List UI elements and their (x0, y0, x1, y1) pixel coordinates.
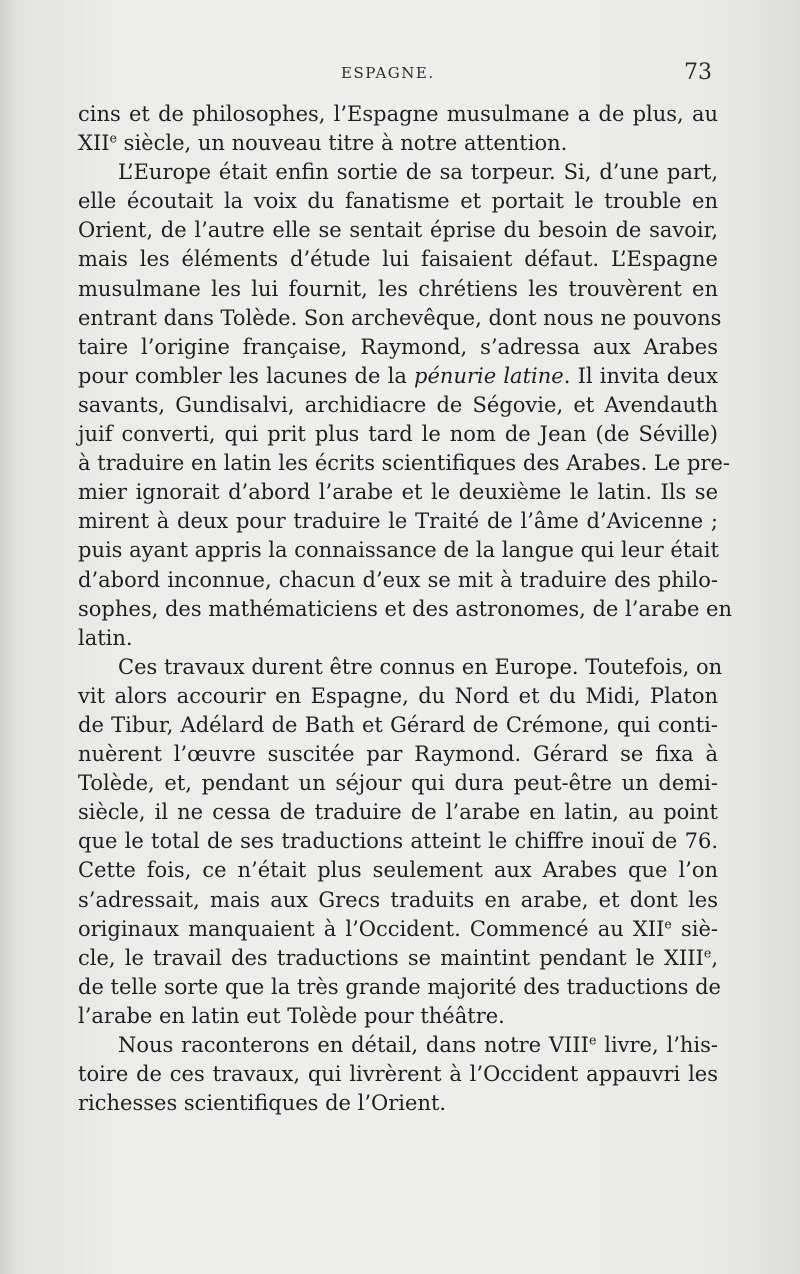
text-line-segment: s’adressait, mais aux Grecs traduits en arabe, et dont les (78, 887, 718, 912)
text-line (78, 740, 718, 769)
text-line-segment: vit alors accourir en Espagne, du Nord et du Midi, Platon (78, 683, 718, 708)
text-line (78, 129, 718, 158)
text-line-segment: mier ignorait d’abord l’arabe et le deuxième le latin. Ils se (78, 480, 718, 505)
text-line-segment: musulmane les lui fournit, les chrétiens les trouvèrent en (78, 276, 718, 301)
text-line (78, 595, 732, 624)
text-line (78, 420, 718, 449)
text-line (78, 1089, 718, 1118)
text-line-segment: siècle, un nouveau titre à notre attention. (117, 131, 568, 156)
text-line-segment: cins et de philosophes, l’Espagne musulmane a de plus, au (78, 102, 718, 126)
text-line (78, 507, 718, 536)
text-line-segment: sophes, des mathématiciens et des astronomes, de l’arabe en (78, 596, 732, 621)
text-line (78, 827, 718, 856)
text-line (78, 216, 718, 245)
superscript: e (109, 130, 117, 146)
text-line-segment: puis ayant appris la connaissance de la langue qui leur était (78, 538, 719, 563)
text-line (78, 944, 718, 973)
text-line-segment: , (711, 945, 718, 970)
text-line-segment: nuèrent l’œuvre suscitée par Raymond. Gérard se fixa à (78, 742, 718, 767)
text-line-segment: XII (78, 131, 110, 156)
text-line (78, 1060, 718, 1089)
text-line-segment: entrant dans Tolède. Son archevêque, dont nous ne pouvons (78, 305, 722, 330)
text-line-segment: Nous raconterons en détail, dans notre VIII (118, 1033, 589, 1057)
text-line (78, 973, 721, 1002)
text-line (78, 566, 718, 595)
text-line (78, 856, 718, 885)
text-line (78, 449, 730, 478)
text-line-segment: latin. (78, 625, 133, 650)
italic-phrase: pénurie latine (414, 363, 564, 388)
text-line-segment: que le total de ses traductions atteint le chiffre inouï de 76. (78, 829, 718, 854)
text-line-segment: elle écoutait la voix du fanatisme et portait le trouble en (78, 189, 718, 214)
text-line (78, 245, 718, 274)
text-line (78, 536, 718, 565)
text-line (78, 304, 722, 333)
text-line (78, 362, 718, 391)
text-line (78, 915, 718, 944)
text-line-segment: d’abord inconnue, chacun d’eux se mit à traduire des philo- (78, 567, 718, 592)
text-line-segment: de telle sorte que la très grande majorité des traductions de (78, 974, 721, 999)
text-line-segment: taire l’origine française, Raymond, s’adressa aux Arabes (78, 334, 718, 359)
text-line-segment: Orient, de l’autre elle se sentait éprise du besoin de savoir, (78, 218, 718, 243)
text-line-segment: pour combler les lacunes de la (78, 363, 415, 388)
text-line-segment: à traduire en latin les écrits scientifiques des Arabes. Le pre- (78, 451, 730, 476)
text-line-segment: savants, Gundisalvi, archidiacre de Ségovie, et Avendauth (78, 392, 718, 417)
superscript: e (664, 916, 672, 932)
text-line-segment: . Il invita deux (563, 363, 718, 388)
text-line-segment: mais les éléments d’étude lui faisaient défaut. L’Espagne (78, 247, 718, 272)
text-line (78, 624, 718, 653)
text-line (78, 798, 718, 827)
text-line-segment: mirent à deux pour traduire le Traité de l’âme d’Avicenne ; (78, 509, 718, 534)
text-line-segment: Ces travaux durent être connus en Europe. Toutefois, on (118, 654, 723, 679)
text-line-segment: Cette fois, ce n’était plus seulement aux Arabes que l’on (78, 858, 718, 883)
text-line (78, 333, 718, 362)
text-line-segment: toire de ces travaux, qui livrèrent à l’Occident appauvri les (78, 1062, 718, 1087)
text-line (78, 478, 718, 507)
page-number: 73 (684, 60, 712, 85)
text-line (78, 653, 723, 682)
text-line (78, 711, 718, 740)
text-line-segment: L’Europe était enfin sortie de sa torpeur. Si, d’une part, (118, 160, 718, 185)
superscript: e (588, 1032, 597, 1048)
running-title: ESPAGNE. (341, 64, 435, 82)
text-line-segment: juif converti, qui prit plus tard le nom de Jean (de Séville) (78, 422, 718, 447)
text-line-segment: siècle, il ne cessa de traduire de l’arabe en latin, au point (78, 800, 718, 825)
text-line-segment: livre, l’his- (596, 1033, 718, 1057)
text-line (78, 391, 718, 420)
text-line (78, 682, 718, 711)
text-line (78, 158, 718, 187)
text-line-segment: l’arabe en latin eut Tolède pour théâtre. (78, 1003, 505, 1028)
text-line (78, 1002, 718, 1031)
text-line-segment: siè- (671, 916, 718, 941)
text-line (78, 275, 718, 304)
running-head (0, 62, 800, 92)
text-line-segment: de Tibur, Adélard de Bath et Gérard de Crémone, qui conti- (78, 712, 718, 737)
text-line-segment: richesses scientifiques de l’Orient. (78, 1091, 447, 1116)
text-line (78, 100, 718, 129)
text-line (78, 187, 718, 216)
body-text (78, 100, 732, 1118)
superscript: e (703, 945, 712, 961)
text-line (78, 769, 718, 798)
text-line-segment: cle, le travail des traductions se maintint pendant le XIII (78, 945, 704, 970)
text-line-segment: Tolède, et, pendant un séjour qui dura peut-être un demi- (78, 771, 718, 796)
text-line (78, 886, 718, 915)
text-line (78, 1031, 718, 1060)
text-line-segment: originaux manquaient à l’Occident. Commencé au XII (78, 916, 665, 941)
